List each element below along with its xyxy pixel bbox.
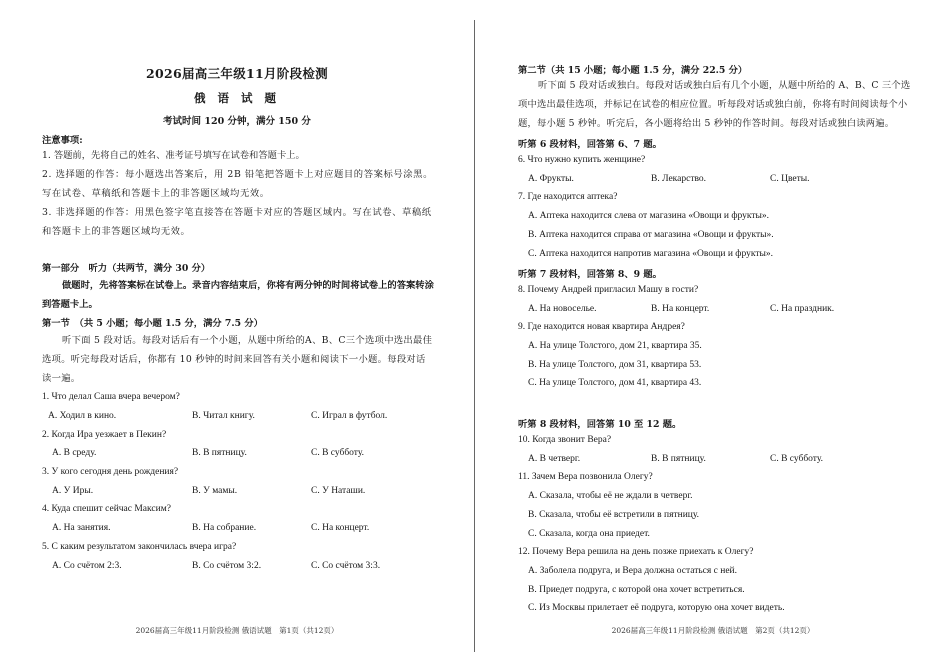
page-divider [474, 20, 475, 652]
question-text: 3. У кого сегодня день рождения? [42, 467, 179, 477]
option-b: B. В пятницу. [651, 454, 706, 464]
material-6-heading: 听第 6 段材料，回答第 6、7 题。 [518, 139, 662, 150]
option-a: A. Заболела подруга, и Вера должна остаться с ней. [528, 566, 737, 576]
option-a: A. В четверг. [528, 454, 581, 464]
option-c: C. В субботу. [311, 448, 365, 458]
option-a: A. Ходил в кино. [48, 411, 117, 421]
option-b: B. Аптека находится справа от магазина «Овощи и фрукты». [528, 230, 774, 240]
material-7-heading: 听第 7 段材料，回答第 8、9 题。 [518, 269, 662, 280]
question-text: 1. Что делал Саша вчера вечером? [42, 392, 180, 402]
notice-2: 2. 选择题的作答：每小题选出答案后，用 2B 铅笔把答题卡上对应题目的答案标号涂黑。写在试卷、草稿纸和答题卡上的非答题区域均无效。 [42, 169, 433, 199]
page-1 [0, 0, 474, 672]
notice-3: 3. 非选择题的作答：用黑色签字笔直接答在答题卡对应的答题区域内。写在试卷、草稿纸和答题卡上的非答题区域均无效。 [42, 207, 432, 237]
option-a: A. Сказала, чтобы её не ждали в четверг. [528, 491, 693, 501]
exam-title: 2026届高三年级11月阶段检测 [146, 66, 328, 81]
option-c: C. Со счётом 3:3. [311, 561, 381, 571]
material-8-heading: 听第 8 段材料，回答第 10 至 12 题。 [518, 419, 682, 430]
question-text: 2. Когда Ира уезжает в Пекин? [42, 430, 167, 440]
option-a: A. На улице Толстого, дом 21, квартира 35. [528, 341, 702, 351]
exam-subtitle: 俄 语 试 题 [193, 91, 280, 105]
page-footer: 2026届高三年级11月阶段检测 俄语试题 第1页（共12页） [135, 626, 339, 635]
question-text: 9. Где находится новая квартира Андрея? [518, 322, 685, 332]
option-c: C. В субботу. [770, 454, 824, 464]
section1-heading: 第一节 （共 5 小题；每小题 1.5 分，满分 7.5 分） [42, 318, 263, 329]
option-b: B. На улице Толстого, дом 31, квартира 53. [528, 360, 702, 370]
option-b: B. Со счётом 3:2. [192, 561, 262, 571]
question-text: 10. Когда звонит Вера? [518, 435, 612, 445]
question-text: 5. С каким результатом закончилась вчера игра? [42, 542, 237, 552]
option-c: C. Аптека находится напротив магазина «Овощи и фрукты». [528, 249, 773, 259]
option-c: C. На улице Толстого, дом 41, квартира 43. [528, 378, 702, 388]
option-a: A. У Иры. [52, 486, 94, 496]
option-c: C. Из Москвы прилетает её подруга, которую она хочет видеть. [528, 603, 785, 613]
option-c: C. У Наташи. [311, 486, 366, 496]
option-b: B. У мамы. [192, 486, 238, 496]
option-b: B. На собрание. [192, 523, 257, 533]
option-c: C. На праздник. [770, 304, 835, 314]
option-a: A. В среду. [52, 448, 97, 458]
option-c: C. Играл в футбол. [311, 411, 388, 421]
option-c: C. Сказала, когда она приедет. [528, 529, 650, 539]
question-text: 4. Куда спешит сейчас Максим? [42, 504, 171, 514]
option-a: A. На новоселье. [528, 304, 597, 314]
option-b: B. Сказала, чтобы её встретили в пятницу. [528, 510, 700, 520]
question-text: 11. Зачем Вера позвонила Олегу? [518, 472, 653, 482]
option-a: A. Фрукты. [528, 174, 574, 184]
question-text: 8. Почему Андрей пригласил Машу в гости? [518, 285, 699, 295]
question-text: 12. Почему Вера решила на день позже приехать к Олегу? [518, 547, 754, 557]
section2-heading: 第二节（共 15 小题；每小题 1.5 分，满分 22.5 分） [518, 65, 748, 76]
question-text: 6. Что нужно купить женщине? [518, 155, 646, 165]
section2-instruction: 听下面 5 段对话或独白。每段对话或独白后有几个小题，从题中所给的 A、B、C 三个选项中选出最佳选项，并标记在试卷的相应位置。听每段对话或独白前，你将有时间阅读每个小题，每小题 5 秒钟。听完后，各小题将给出 5 秒钟的作答时间。每段对话或独白读两遍。 [518, 80, 911, 129]
page-footer: 2026届高三年级11月阶段检测 俄语试题 第2页（共12页） [611, 626, 815, 635]
part1-heading: 第一部分 听力（共两节，满分 30 分） [42, 263, 211, 274]
question-text: 7. Где находится аптека? [518, 192, 618, 202]
option-c: C. На концерт. [311, 523, 370, 533]
option-b: B. Читал книгу. [192, 411, 255, 421]
option-b: B. На концерт. [651, 304, 710, 314]
option-a: A. Со счётом 2:3. [52, 561, 122, 571]
notice-heading: 注意事项: [42, 135, 83, 146]
option-a: A. На занятия. [52, 523, 111, 533]
exam-info: 考试时间 120 分钟，满分 150 分 [163, 116, 311, 127]
part1-instruction: 做题时，先将答案标在试卷上。录音内容结束后，你将有两分钟的时间将试卷上的答案转涂到答题卡上。 [42, 280, 434, 310]
option-c: C. Цветы. [770, 174, 810, 184]
option-a: A. Аптека находится слева от магазина «Овощи и фрукты». [528, 211, 770, 221]
notice-1: 1. 答题前，先将自己的姓名、准考证号填写在试卷和答题卡上。 [42, 150, 305, 161]
option-b: B. Лекарство. [651, 174, 707, 184]
page-2 [476, 0, 950, 672]
option-b: B. В пятницу. [192, 448, 247, 458]
option-b: B. Приедет подруга, с которой она хочет встретиться. [528, 585, 745, 595]
section1-instruction: 听下面 5 段对话。每段对话后有一个小题，从题中所给的A、B、C三个选项中选出最佳选项。听完每段对话后，你都有 10 秒钟的时间来回答有关小题和阅读下一小题。每段对话读一遍。 [42, 335, 433, 384]
